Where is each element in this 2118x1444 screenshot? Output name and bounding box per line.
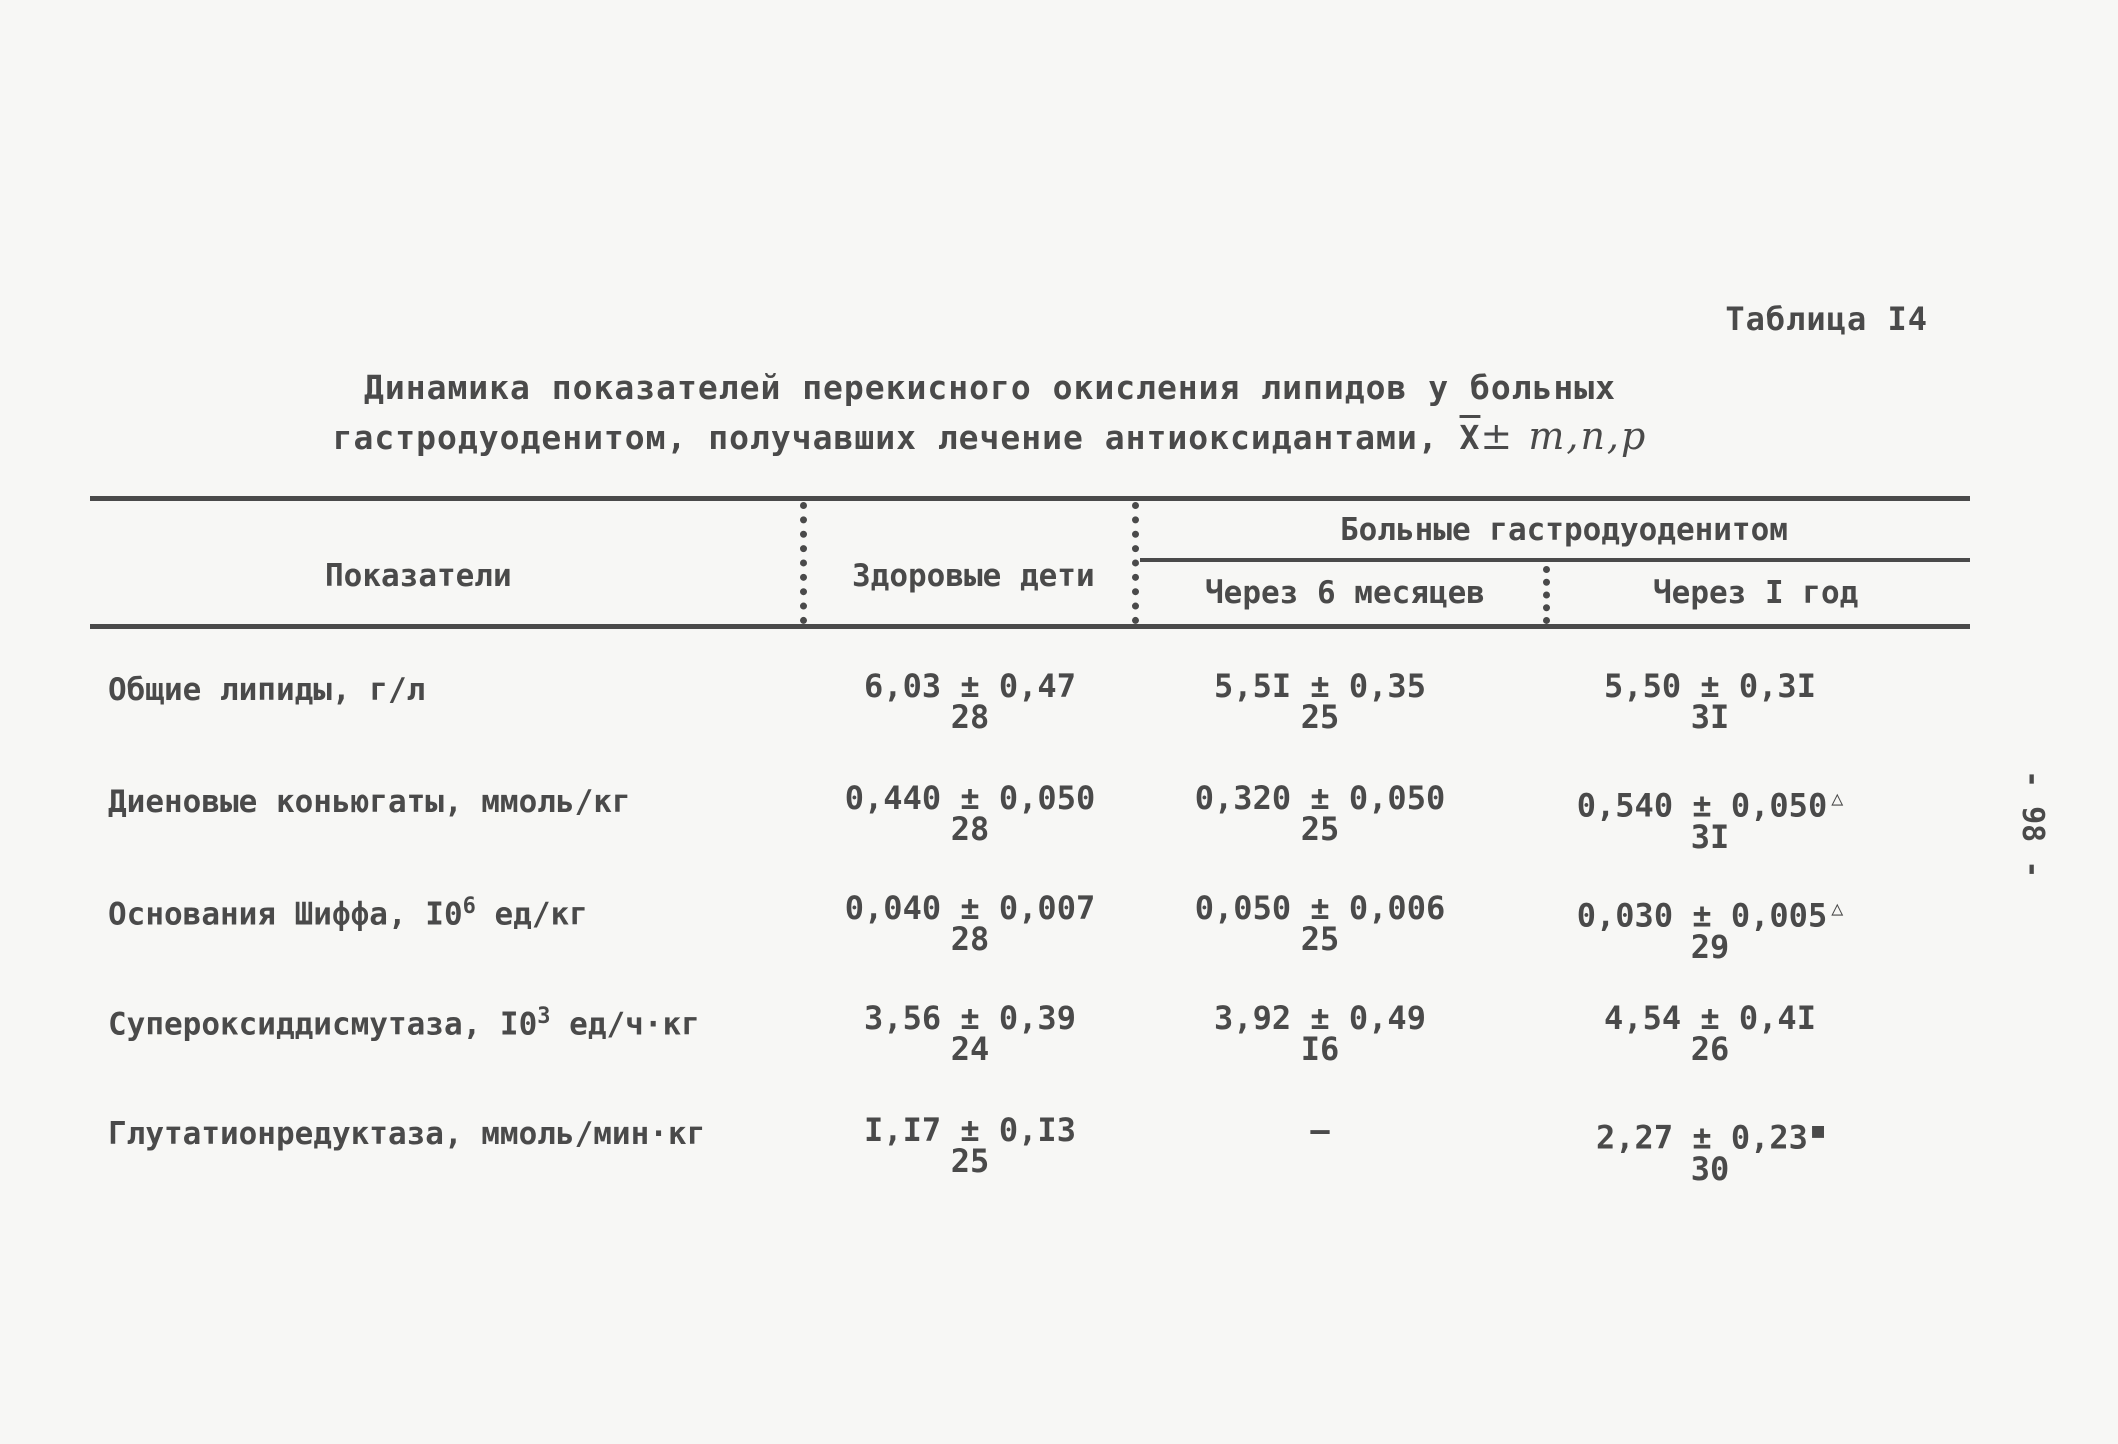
patients-header-rule	[1140, 558, 1970, 562]
cell-healthy	[820, 889, 1120, 958]
significance-triangle-icon: △	[1831, 896, 1844, 920]
value-error: 0,49	[1348, 999, 1426, 1037]
cell-1-year	[1560, 780, 1860, 856]
cell-1-year	[1560, 890, 1860, 966]
value-error: 0,007	[998, 889, 1096, 927]
row-label-total-lipids	[108, 672, 425, 708]
row-label-text: Общие липиды, г/л	[108, 672, 426, 708]
plus-minus: ±	[960, 779, 980, 817]
table-top-rule	[90, 496, 1970, 501]
value-n: 25	[950, 1142, 990, 1180]
header-bottom-rule	[90, 624, 1970, 629]
row-label-text: Супероксиддисмутаза, I0	[108, 1006, 538, 1043]
column-divider-1	[800, 502, 807, 624]
row-label-exponent: 6	[462, 894, 476, 919]
cell-6-months	[1170, 779, 1470, 848]
value-n: I6	[1300, 1030, 1340, 1068]
value-mean: 2,27	[1596, 1118, 1674, 1157]
value-error: 0,050	[1730, 786, 1828, 825]
row-label-text: Глутатионредуктаза, ммоль/мин·кг	[108, 1116, 706, 1152]
plus-minus: ±	[1310, 889, 1330, 927]
cell-6-months	[1170, 999, 1470, 1068]
row-label-exponent: 3	[537, 1004, 551, 1029]
row-label-unit: ед/кг	[475, 896, 588, 933]
plus-minus: ±	[1692, 896, 1712, 935]
row-label-text: Диеновые коньюгаты, ммоль/кг	[108, 784, 631, 820]
row-label-diene-conjugates	[108, 784, 631, 820]
row-label-text: Основания Шиффа, I0	[108, 896, 463, 933]
value-error: 0,23	[1730, 1118, 1808, 1157]
value-mean: 0,540	[1576, 786, 1674, 825]
header-after-6-months: Через 6 месяцев	[1205, 575, 1485, 611]
value-n: 28	[950, 920, 990, 958]
column-divider-2	[1132, 502, 1139, 624]
value-n: 3I	[1690, 817, 1730, 856]
value-n: 28	[950, 698, 990, 736]
value-n: 26	[1690, 1030, 1730, 1068]
cell-6-months	[1170, 889, 1470, 958]
value-n: 25	[1300, 920, 1340, 958]
value-mean: 3,56	[864, 999, 942, 1037]
table-caption-line-2	[0, 414, 1980, 458]
header-indicators: Показатели	[325, 558, 512, 594]
value-error: 0,35	[1348, 667, 1426, 705]
value-n: 25	[1300, 810, 1340, 848]
cell-healthy	[820, 999, 1120, 1068]
value-mean: 0,050	[1194, 889, 1292, 927]
significance-square-icon: ■	[1811, 1118, 1824, 1142]
value-n: 29	[1690, 927, 1730, 966]
plus-minus: ±	[1310, 667, 1330, 705]
row-label-schiff-bases	[108, 894, 588, 932]
caption-text: гастродуоденитом, получавших лечение антиоксидантами,	[332, 418, 1439, 457]
table-number: Таблица I4	[1725, 300, 1928, 338]
value-n: 28	[950, 810, 990, 848]
header-after-1-year: Через I год	[1653, 575, 1859, 611]
cell-healthy	[820, 667, 1120, 736]
header-healthy-children: Здоровые дети	[852, 558, 1095, 594]
significance-triangle-icon: △	[1831, 786, 1844, 810]
value-mean: 6,03	[864, 667, 942, 705]
value-mean: 0,320	[1194, 779, 1292, 817]
value-error: 0,006	[1348, 889, 1446, 927]
header-patients: Больные гастродуоденитом	[1340, 512, 1788, 548]
value-n: 30	[1690, 1149, 1730, 1188]
column-divider-3	[1543, 566, 1550, 624]
value-mean: 5,5I	[1214, 667, 1292, 705]
table-caption-line-1: Динамика показателей перекисного окисления липидов у больных	[363, 368, 1617, 407]
value-error: 0,4I	[1738, 999, 1816, 1037]
row-label-glutathione-reductase	[108, 1116, 705, 1152]
cell-6-months	[1170, 667, 1470, 736]
cell-healthy	[820, 779, 1120, 848]
value-n: 25	[1300, 698, 1340, 736]
caption-stat-notation: ± m,n,p	[1480, 414, 1648, 458]
value-mean: I,I7	[864, 1111, 942, 1149]
cell-1-year	[1560, 667, 1860, 736]
plus-minus: ±	[960, 999, 980, 1037]
value-error: 0,47	[998, 667, 1076, 705]
row-label-superoxide-dismutase	[108, 1004, 700, 1042]
caption-mean-symbol: $\overline{X}$	[1459, 418, 1481, 457]
value-error: 0,I3	[998, 1111, 1076, 1149]
value-mean: 4,54	[1604, 999, 1682, 1037]
value-error: 0,050	[1348, 779, 1446, 817]
cell-1-year	[1560, 999, 1860, 1068]
value-error: 0,39	[998, 999, 1076, 1037]
plus-minus: ±	[960, 889, 980, 927]
value-error: 0,3I	[1738, 667, 1816, 705]
page-number: - 98 -	[2015, 770, 2050, 879]
value-n: 3I	[1690, 698, 1730, 736]
row-label-unit: ед/ч·кг	[550, 1006, 700, 1043]
value-n: 24	[950, 1030, 990, 1068]
plus-minus: ±	[1310, 999, 1330, 1037]
plus-minus: ±	[960, 667, 980, 705]
value-mean: 0,030	[1576, 896, 1674, 935]
plus-minus: ±	[1700, 667, 1720, 705]
plus-minus: ±	[1692, 786, 1712, 825]
value-mean: 0,040	[844, 889, 942, 927]
value-missing-dash: –	[1310, 1111, 1330, 1149]
plus-minus: ±	[1700, 999, 1720, 1037]
plus-minus: ±	[960, 1111, 980, 1149]
value-mean: 0,440	[844, 779, 942, 817]
value-mean: 5,50	[1604, 667, 1682, 705]
plus-minus: ±	[1310, 779, 1330, 817]
value-mean: 3,92	[1214, 999, 1292, 1037]
value-error: 0,050	[998, 779, 1096, 817]
cell-6-months	[1170, 1112, 1470, 1148]
cell-healthy	[820, 1111, 1120, 1180]
cell-1-year	[1560, 1112, 1860, 1188]
value-error: 0,005	[1730, 896, 1828, 935]
plus-minus: ±	[1692, 1118, 1712, 1157]
